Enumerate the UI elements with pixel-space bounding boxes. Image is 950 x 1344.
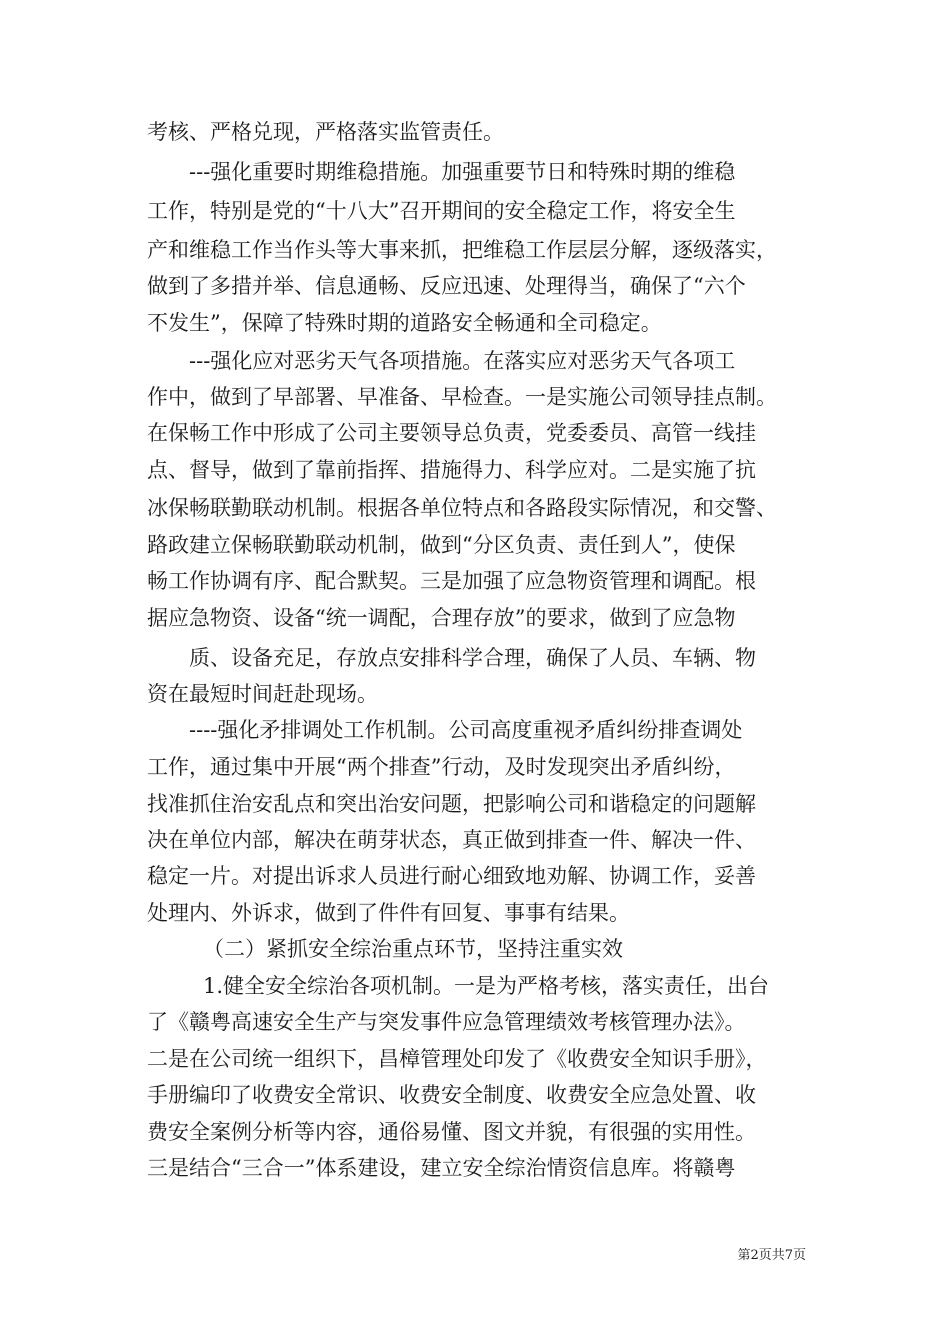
- text-line-13: 畅工作协调有序、配合默契。三是加强了应急物资管理和调配。根: [147, 569, 756, 593]
- text-line-18: 工作，通过集中开展“两个排查”行动，及时发现突出矛盾纠纷，: [147, 755, 736, 779]
- text-line-11: 冰保畅联勤联动机制。根据各单位特点和各路段实际情况，和交警、: [147, 496, 777, 520]
- text-line-9: 在保畅工作中形成了公司主要领导总负责，党委委员、高管一线挂: [147, 421, 756, 445]
- text-line-15: 质、设备充足，存放点安排科学合理，确保了人员、车辆、物: [189, 646, 756, 670]
- text-line-29: 三是结合“三合一”体系建设，建立安全综治情资信息库。将赣粤: [147, 1156, 736, 1180]
- text-line-25: 了《赣粤高速安全生产与突发事件应急管理绩效考核管理办法》。: [147, 1010, 746, 1034]
- text-line-28: 费安全案例分析等内容，通俗易懂、图文并貌，有很强的实用性。: [147, 1120, 756, 1144]
- text-line-12: 路政建立保畅联勤联动机制，做到“分区负责、责任到人”，使保: [147, 533, 736, 557]
- text-line-1: 考核、严格兑现，严格落实监管责任。: [147, 120, 504, 144]
- text-line-21: 稳定一片。对提出诉求人员进行耐心细致地劝解、协调工作，妥善: [147, 864, 756, 888]
- text-line-7: ---强化应对恶劣天气各项措施。在落实应对恶劣天气各项工: [189, 349, 736, 373]
- page-number: 第2页共7页: [737, 1248, 806, 1263]
- text-line-5: 做到了多措并举、信息通畅、反应迅速、处理得当，确保了“六个: [147, 274, 746, 298]
- text-line-8: 作中，做到了早部署、早准备、早检查。一是实施公司领导挂点制。: [147, 385, 777, 409]
- text-line-19: 找准抓住治安乱点和突出治安问题，把影响公司和谐稳定的问题解: [147, 792, 756, 816]
- text-line-3: 工作，特别是党的“十八大”召开期间的安全稳定工作，将安全生: [147, 199, 736, 223]
- text-line-27: 手册编印了收费安全常识、收费安全制度、收费安全应急处置、收: [147, 1083, 756, 1107]
- text-line-14: 据应急物资、设备“统一调配，合理存放”的要求，做到了应急物: [147, 606, 736, 630]
- text-line-17: ----强化矛排调处工作机制。公司高度重视矛盾纠纷排查调处: [189, 718, 743, 742]
- section-heading: （二）紧抓安全综治重点环节，坚持注重实效: [203, 937, 623, 961]
- text-line-2: ---强化重要时期维稳措施。加强重要节日和特殊时期的维稳: [189, 160, 736, 184]
- text-line-10: 点、督导，做到了靠前指挥、措施得力、科学应对。二是实施了抗: [147, 458, 756, 482]
- text-line-20: 决在单位内部，解决在萌芽状态，真正做到排查一件、解决一件、: [147, 828, 756, 852]
- text-line-16: 资在最短时间赶赴现场。: [147, 682, 378, 706]
- text-line-24: 1.健全安全综治各项机制。一是为严格考核，落实责任，出台: [203, 974, 770, 998]
- text-line-22: 处理内、外诉求，做到了件件有回复、事事有结果。: [147, 901, 630, 925]
- text-line-4: 产和维稳工作当作头等大事来抓，把维稳工作层层分解，逐级落实，: [147, 238, 777, 262]
- text-line-26: 二是在公司统一组织下，昌樟管理处印发了《收费安全知识手册》，: [147, 1047, 767, 1071]
- text-line-6: 不发生”，保障了特殊时期的道路安全畅通和全司稳定。: [147, 311, 662, 335]
